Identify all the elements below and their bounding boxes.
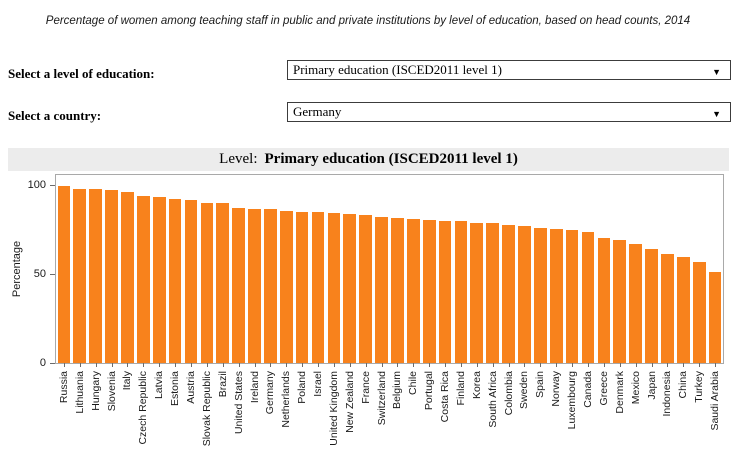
x-tick [620,363,621,367]
x-tick [223,363,224,367]
x-label-russia: Russia [57,371,70,404]
x-label-brazil: Brazil [216,371,229,398]
page-title: Percentage of women among teaching staff in public and private institutions by level of education, based on head counts, 2014 [45,15,691,27]
x-label-poland: Poland [296,371,309,404]
bar-slovenia [105,190,118,363]
bar-slovak-republic [201,203,214,363]
chevron-down-icon: ▼ [712,109,721,119]
bar-saudi-arabia [709,272,722,363]
bar-korea [470,223,483,363]
bar-estonia [169,199,182,363]
x-label-france: France [359,371,372,404]
x-tick [604,363,605,367]
x-label-portugal: Portugal [423,371,436,411]
bar-portugal [423,220,436,363]
bar-austria [185,200,198,363]
x-label-mexico: Mexico [629,371,642,405]
bar-ireland [248,209,261,363]
bar-lithuania [73,189,86,363]
x-label-chile: Chile [407,371,420,395]
x-label-spain: Spain [534,371,547,398]
bar-finland [455,221,468,363]
level-select-value: Primary education (ISCED2011 level 1) [293,62,502,77]
bar-south-africa [486,223,499,363]
x-tick [270,363,271,367]
x-tick [636,363,637,367]
x-label-united-kingdom: United Kingdom [327,371,340,446]
bar-poland [296,212,309,363]
country-select-value: Germany [293,104,342,119]
chart-title [8,148,729,171]
x-tick [477,363,478,367]
bar-sweden [518,226,531,363]
country-select-dropdown[interactable] [287,102,731,122]
x-tick [397,363,398,367]
x-tick [191,363,192,367]
x-tick [127,363,128,367]
bar-netherlands [280,211,293,363]
bar-colombia [502,225,515,363]
x-label-netherlands: Netherlands [280,371,293,428]
x-tick [207,363,208,367]
x-tick [64,363,65,367]
x-tick [445,363,446,367]
x-label-italy: Italy [121,371,134,391]
bar-chile [407,219,420,363]
x-label-new-zealand: New Zealand [343,371,356,433]
bar-switzerland [375,217,388,363]
x-tick [509,363,510,367]
x-label-greece: Greece [597,371,610,406]
x-tick [461,363,462,367]
x-tick [429,363,430,367]
y-tick [50,363,55,364]
x-tick [683,363,684,367]
x-label-germany: Germany [264,371,277,415]
level-select-dropdown[interactable] [287,60,731,80]
x-tick [318,363,319,367]
x-label-czech-republic: Czech Republic [137,371,150,445]
x-tick [652,363,653,367]
x-label-denmark: Denmark [613,371,626,414]
x-tick [286,363,287,367]
x-label-united-states: United States [232,371,245,435]
x-label-china: China [677,371,690,399]
x-label-belgium: Belgium [391,371,404,409]
x-label-finland: Finland [454,371,467,406]
bar-costa-rica [439,221,452,363]
x-label-indonesia: Indonesia [661,371,674,417]
x-tick [667,363,668,367]
bar-turkey [693,262,706,363]
x-tick [493,363,494,367]
bar-new-zealand [343,214,356,363]
y-tick-label-100: 100 [27,178,46,191]
y-tick-label-50: 50 [33,267,46,280]
x-tick [112,363,113,367]
x-label-canada: Canada [582,371,594,408]
x-tick [96,363,97,367]
x-tick [159,363,160,367]
x-label-slovenia: Slovenia [105,371,118,412]
x-label-lithuania: Lithuania [73,371,86,414]
x-tick [80,363,81,367]
bar-japan [645,249,658,363]
x-label-costa-rica: Costa Rica [439,371,452,423]
y-axis-title: Percentage [11,240,23,298]
bar-denmark [613,240,626,363]
x-label-sweden: Sweden [518,371,531,409]
bar-norway [550,229,563,363]
x-tick [302,363,303,367]
bar-belgium [391,218,404,363]
x-tick [413,363,414,367]
x-tick [334,363,335,367]
bar-brazil [216,203,229,363]
plot-area [55,174,724,364]
x-tick [715,363,716,367]
x-label-japan: Japan [645,371,658,400]
bar-israel [312,212,325,363]
x-label-saudi-arabia: Saudi Arabia [709,371,722,431]
country-select-label: Select a country: [8,108,102,123]
bar-canada [582,232,595,363]
bar-russia [58,186,71,363]
x-tick [382,363,383,367]
bar-germany [264,209,277,363]
x-tick [556,363,557,367]
x-axis-labels [55,366,725,454]
x-tick [239,363,240,367]
x-tick [572,363,573,367]
bar-hungary [89,189,102,363]
bar-france [359,215,372,363]
x-label-switzerland: Switzerland [375,371,388,426]
y-tick [50,185,55,186]
x-label-luxembourg: Luxembourg [566,371,579,430]
x-tick [588,363,589,367]
x-label-norway: Norway [550,371,563,407]
x-tick [366,363,367,367]
x-label-estonia: Estonia [169,371,182,407]
x-label-south-africa: South Africa [486,371,499,428]
x-tick [175,363,176,367]
bar-series [56,175,723,363]
x-label-turkey: Turkey [693,371,706,403]
x-label-slovak-republic: Slovak Republic [200,371,213,447]
bar-spain [534,228,547,363]
chart-title-prefix: Level: [219,151,258,167]
x-tick [143,363,144,367]
x-tick [255,363,256,367]
x-label-israel: Israel [312,371,325,397]
bar-italy [121,192,134,363]
x-tick [699,363,700,367]
x-label-latvia: Latvia [153,371,166,400]
bar-greece [598,238,611,363]
x-tick [540,363,541,367]
bar-latvia [153,197,166,363]
bar-united-kingdom [328,213,341,363]
bar-china [677,257,690,363]
x-tick [350,363,351,367]
x-label-ireland: Ireland [248,371,261,404]
bar-indonesia [661,254,674,363]
bar-united-states [232,208,245,363]
chevron-down-icon: ▼ [712,67,721,77]
level-select-label: Select a level of education: [8,66,155,81]
y-tick [50,274,55,275]
x-tick [524,363,525,367]
x-label-austria: Austria [184,371,197,404]
bar-czech-republic [137,196,150,363]
bar-luxembourg [566,230,579,363]
bar-mexico [629,244,642,363]
x-label-korea: Korea [470,371,483,400]
x-label-hungary: Hungary [89,371,102,411]
chart-title-value: Primary education (ISCED2011 level 1) [264,151,518,167]
y-tick-label-0: 0 [39,356,46,369]
x-label-colombia: Colombia [502,371,515,416]
